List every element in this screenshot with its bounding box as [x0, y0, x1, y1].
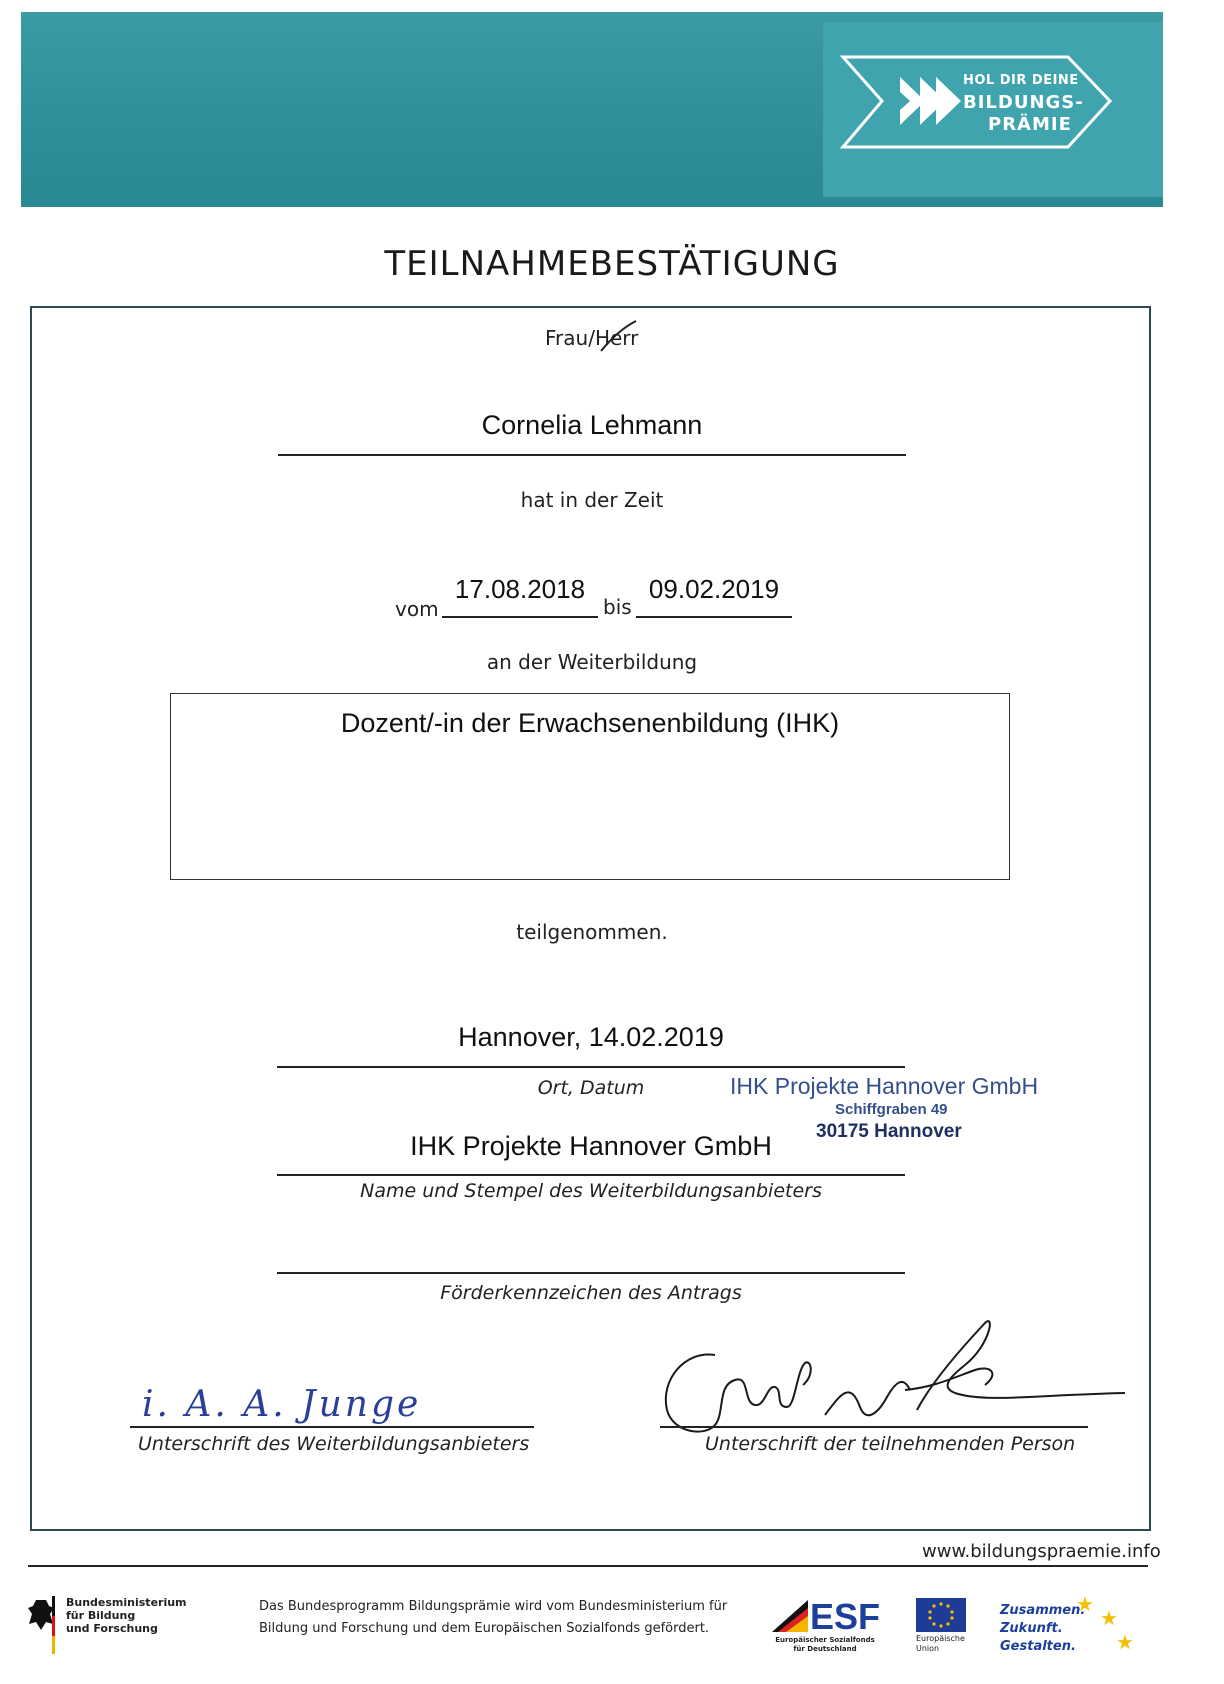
course-name: Dozent/-in der Erwachsenenbildung (IHK)	[340, 708, 840, 738]
funding-id-line	[277, 1272, 905, 1274]
participated-text: teilgenommen.	[516, 920, 668, 944]
ministry-name	[66, 1596, 187, 1635]
esf-text: ESF	[810, 1596, 881, 1637]
star-icon-1: ★	[1076, 1592, 1094, 1616]
eu-flag-icon	[916, 1598, 966, 1632]
to-label: bis	[603, 595, 632, 619]
esf-sub-1: Europäischer Sozialfonds	[775, 1636, 875, 1644]
slogan-line-2: Zukunft.	[1000, 1621, 1063, 1636]
name-line	[278, 454, 906, 456]
place-date: Hannover, 14.02.2019	[458, 1022, 724, 1052]
logo-line-1: HOL DIR DEINE	[963, 73, 1079, 88]
logo-text	[963, 70, 1084, 136]
esf-sub-2: für Deutschland	[793, 1645, 857, 1653]
stamp-line-1: IHK Projekte Hannover GmbH	[730, 1073, 1039, 1099]
place-date-label: Ort, Datum	[537, 1077, 645, 1099]
star-icon-3: ★	[1116, 1630, 1134, 1654]
stamp-line-3: 30175 Hannover	[816, 1121, 962, 1142]
eu-line-1: Europäische	[916, 1634, 965, 1643]
provider-signature-line	[130, 1426, 534, 1428]
course-label: an der Weiterbildung	[486, 650, 698, 674]
to-date-line	[636, 616, 792, 618]
from-label: vom	[395, 597, 439, 621]
ministry-line-3: und Forschung	[66, 1622, 158, 1635]
program-text	[259, 1596, 727, 1640]
document-title: TEILNAHMEBESTÄTIGUNG	[384, 244, 840, 284]
provider-label: Name und Stempel des Weiterbildungsanbieters	[360, 1180, 822, 1202]
place-date-line	[277, 1066, 905, 1068]
ministry-line-1: Bundesministerium	[66, 1596, 187, 1609]
program-text-line-1: Das Bundesprogramm Bildungsprämie wird vom Bundesministerium für	[259, 1599, 728, 1614]
provider-signature: i. A. A. Junge	[142, 1384, 422, 1425]
funding-id-label: Förderkennzeichen des Antrags	[440, 1282, 742, 1304]
provider-name: IHK Projekte Hannover GmbH	[410, 1131, 772, 1161]
participant-name: Cornelia Lehmann	[481, 410, 703, 440]
federal-eagle-icon	[26, 1596, 56, 1656]
to-date: 09.02.2019	[648, 574, 780, 604]
eu-label	[916, 1634, 965, 1654]
logo-line-2: BILDUNGS-	[963, 92, 1084, 113]
salutation-text: Frau/Herr	[545, 326, 639, 350]
star-icon-2: ★	[1100, 1606, 1118, 1630]
strikethrough-mark	[598, 318, 640, 354]
esf-logo-icon	[768, 1598, 816, 1634]
from-date: 17.08.2018	[454, 574, 586, 604]
website-link[interactable]: www.bildungspraemie.info	[922, 1541, 1161, 1562]
ministry-line-2: für Bildung	[66, 1609, 136, 1622]
period-label: hat in der Zeit	[520, 488, 664, 512]
slogan	[1000, 1602, 1085, 1656]
participant-signature-line	[660, 1426, 1088, 1428]
slogan-line-1: Zusammen.	[1000, 1603, 1086, 1618]
eu-line-2: Union	[916, 1644, 940, 1653]
logo-line-3: PRÄMIE	[988, 114, 1072, 135]
provider-line	[277, 1174, 905, 1176]
program-text-line-2: Bildung und Forschung und dem Europäischen Sozialfonds gefördert.	[259, 1621, 710, 1636]
esf-subtitle	[765, 1636, 885, 1654]
provider-signature-label: Unterschrift des Weiterbildungsanbieters	[138, 1433, 530, 1455]
stamp-line-2: Schiffgraben 49	[835, 1101, 948, 1118]
from-date-line	[442, 616, 598, 618]
footer-divider	[28, 1565, 1148, 1567]
participant-signature-label: Unterschrift der teilnehmenden Person	[705, 1433, 1076, 1455]
slogan-line-3: Gestalten.	[1000, 1639, 1076, 1654]
